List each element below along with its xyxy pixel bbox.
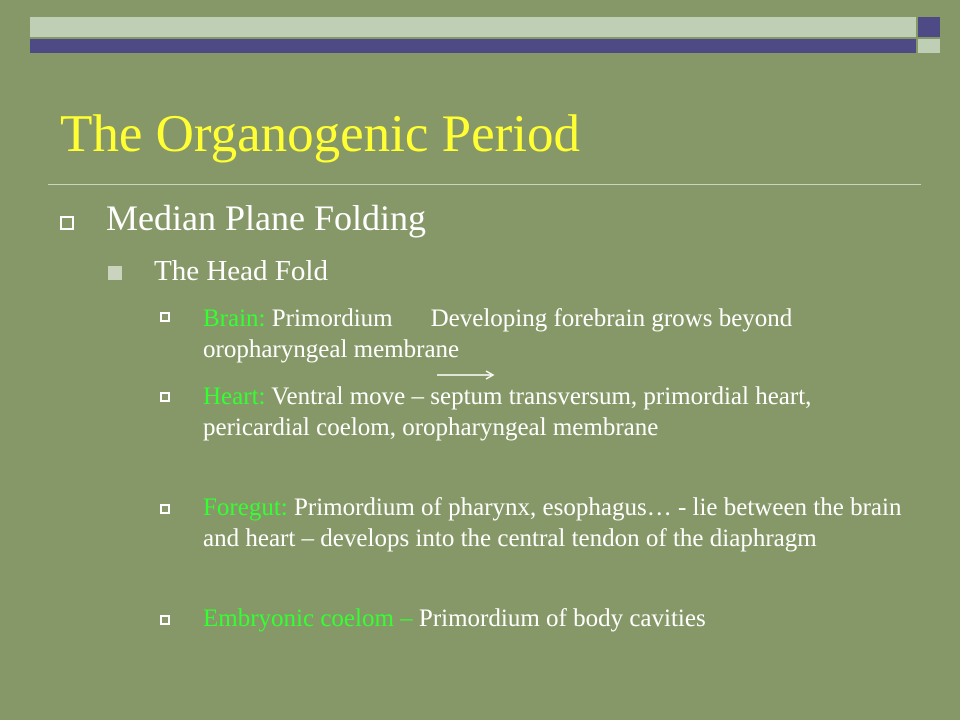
item-heart [203,381,913,443]
slide-title: The Organogenic Period [60,105,581,163]
item-brain [203,303,913,365]
hollow-square-icon [160,392,170,402]
item-brain-text-a: Primordium [265,305,393,332]
term-brain: Brain: [203,305,266,332]
term-heart: Heart: [203,383,266,410]
bullet-median-plane-folding: Median Plane Folding [106,198,426,238]
right-arrow-icon [437,370,497,380]
header-bar-dark-corner [918,17,940,37]
hollow-square-icon [60,216,74,230]
item-embryonic-coelom [203,603,913,634]
hollow-square-icon [160,312,170,322]
filled-square-icon [108,266,122,280]
item-foregut-text: Primordium of pharynx, esophagus… - lie between the brain and heart – develops into the central tendon of the diaphragm [203,494,902,552]
term-foregut: Foregut: [203,494,288,521]
item-brain-text-b: Developing forebrain grows beyond oropharyngeal membrane [203,305,793,363]
bullet-head-fold: The Head Fold [154,255,328,287]
item-embryonic-coelom-text: Primordium of body cavities [412,605,706,632]
header-bar-light-corner [918,39,940,53]
item-heart-text: Ventral move – septum transversum, primordial heart, pericardial coelom, oropharyngeal membrane [203,383,812,441]
title-divider [48,184,921,185]
header-bar-light [30,17,916,37]
hollow-square-icon [160,615,170,625]
item-foregut [203,492,913,554]
term-embryonic-coelom: Embryonic coelom – [203,605,413,632]
header-bar-dark [30,39,916,53]
hollow-square-icon [160,504,170,514]
